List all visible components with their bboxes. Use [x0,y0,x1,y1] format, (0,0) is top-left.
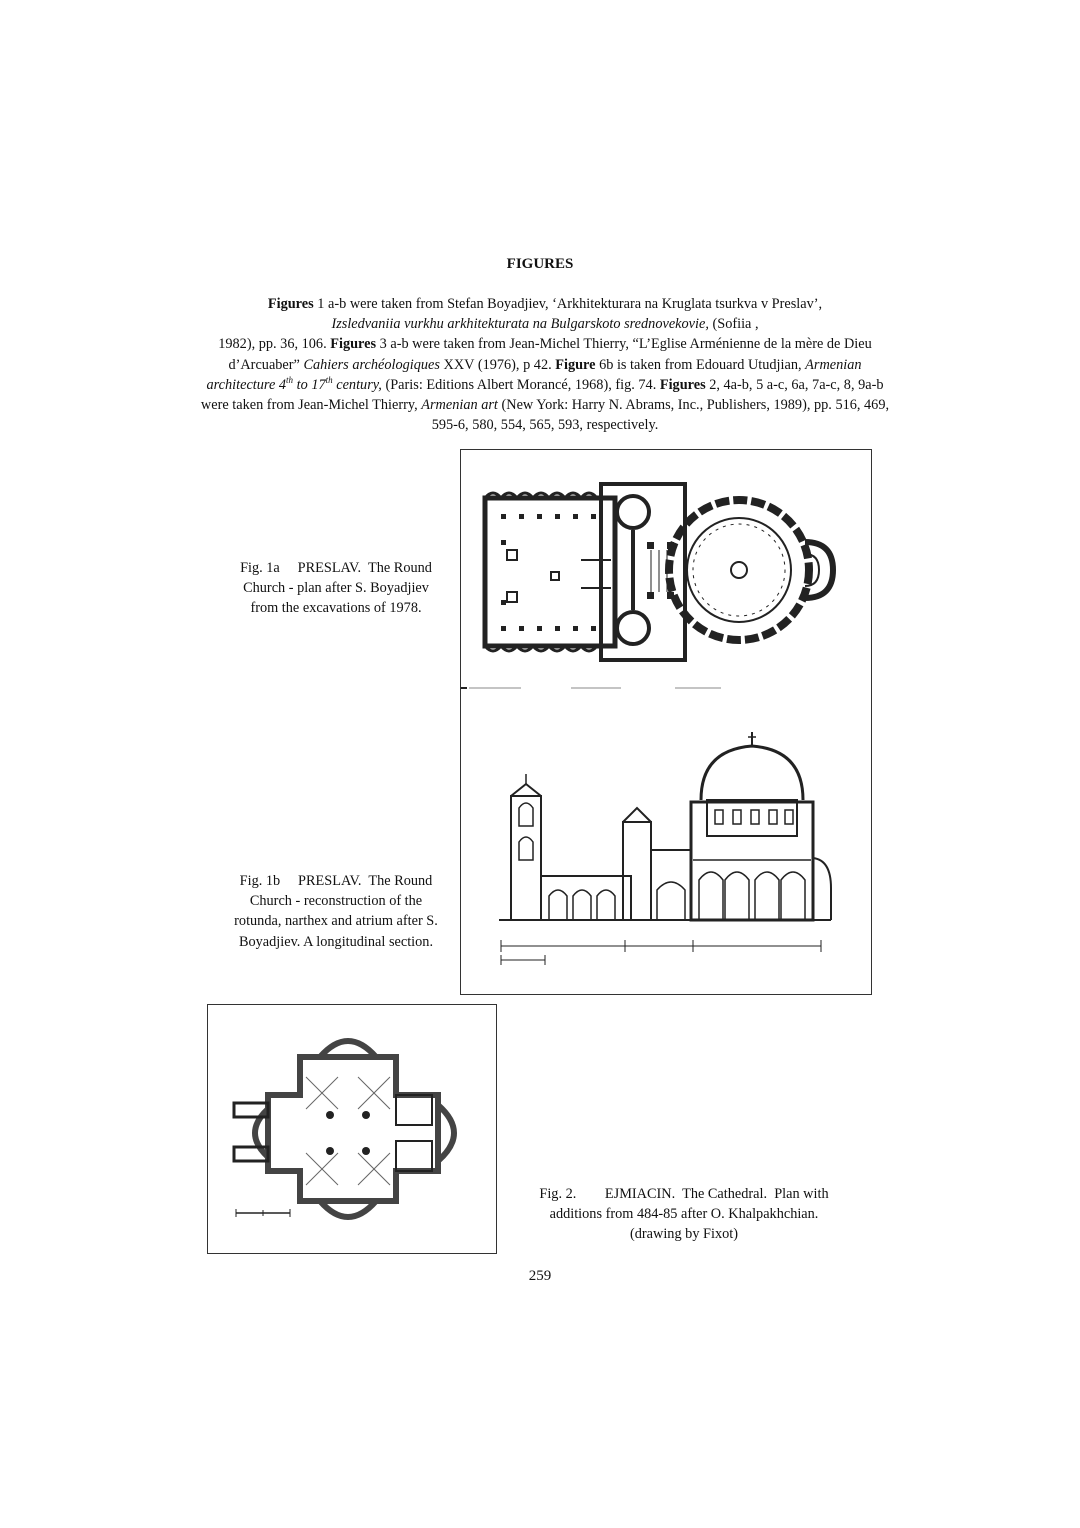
ejmiacin-cathedral-plan-drawing [208,1005,496,1253]
round-church-section-drawing [499,732,831,965]
credit-bold: Figure [555,356,596,373]
caption-line: Fig. 1b PRESLAV. The Round [239,873,433,889]
fig-2-frame [207,1004,497,1254]
caption-line: Boyadjiev. A longitudinal section. [238,933,434,950]
page-number: 259 [528,1268,552,1284]
credit-italic: Cahiers archéologiques [303,356,440,373]
credit-text: 3 a-b were taken from Jean-Michel Thierry, “L’Eglise Arménienne de la mère de Dieu d’Arcuaber” [228,336,872,373]
section-heading: FIGURES [506,256,574,272]
fig-1-drawings [461,450,871,994]
caption-line: (drawing by Fixot) [629,1226,738,1243]
credit-italic: Armenian art [421,397,498,414]
credit-text: XXV (1976), p 42. [439,356,556,373]
superscript: th [286,375,294,386]
credit-italic-part: century, [332,376,382,393]
credit-bold: Figures [267,296,314,312]
credit-italic-part: to 17 [293,376,326,393]
caption-line: from the excavations of 1978. [250,600,422,617]
credit-italic: Izsledvaniia vurkhu arkhitekturata na Bulgarskoto srednovekovie, [331,316,709,333]
fig-1-frame [460,449,872,995]
caption-line: Fig. 1a PRESLAV. The Round [240,560,432,576]
credit-text: 1982), pp. 36, 106. [218,336,331,353]
credit-italic-part: Armenian architecture 4 [206,356,862,393]
caption-line: additions from 484-85 after O. Khalpakhchian. [549,1206,819,1223]
fig-2-caption [508,1184,860,1245]
fig-1b-caption [212,871,460,952]
credit-bold: Figures [659,376,706,393]
caption-line: Church - reconstruction of the [249,893,423,910]
caption-line: Fig. 2. EJMIACIN. The Cathedral. Plan with [539,1186,829,1202]
credit-text: 2, 4a-b, 5 a-c, 6a, 7a-c, 8, 9a-b were taken from Jean-Michel Thierry, [200,376,884,414]
round-church-plan-drawing [461,484,833,688]
credit-text: (New York: Harry N. Abrams, Inc., Publishers, 1989), pp. 516, 469, 595-6, 580, 554, 565, 593, respectively. [431,397,890,434]
caption-line: Church - plan after S. Boyadjiev [243,580,429,597]
credit-bold: Figures [330,336,377,353]
credit-text: 6b is taken from Edouard Utudjian, [595,356,806,373]
credit-text: 1 a-b were taken from Stefan Boyadjiev, ‘Arkhitekturara na Kruglata tsurkva v Preslav’, [313,296,823,312]
credit-text: (Sofiia , [708,316,759,333]
caption-line: rotunda, narthex and atrium after S. [234,913,438,930]
fig-1a-caption [212,558,460,619]
credit-text: (Paris: Editions Albert Morancé, 1968), fig. 74. [381,376,660,393]
figure-credits-paragraph [200,294,890,435]
superscript: th [325,375,333,386]
